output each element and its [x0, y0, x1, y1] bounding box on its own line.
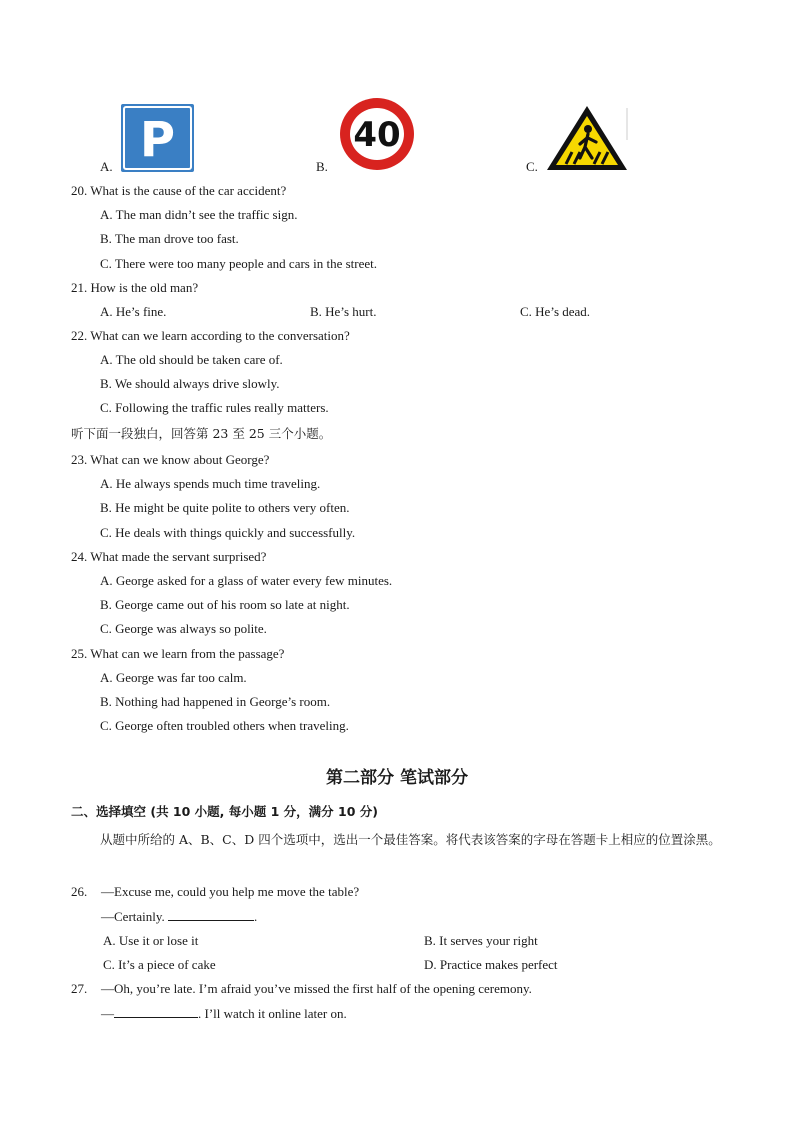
question-26-line-1: —Excuse me, could you help me move the table?	[101, 884, 360, 899]
question-number: 22.	[71, 328, 88, 343]
question-20-option-b: B. The man drove too fast.	[100, 231, 239, 246]
question-25-option-a: A. George was far too calm.	[100, 670, 247, 685]
sign-option-a-label: A.	[100, 159, 113, 174]
question-27-line-2: — . I’ll watch it online later on.	[101, 1006, 347, 1021]
question-20-option-a: A. The man didn’t see the traffic sign.	[100, 207, 298, 222]
question-21-option-c: C. He’s dead.	[520, 304, 591, 319]
answer-blank	[168, 907, 254, 921]
question-22-option-a: A. The old should be taken care of.	[100, 352, 283, 367]
sign-option-b-label: B.	[316, 159, 328, 174]
speed-limit-number: 40	[353, 115, 401, 155]
question-20-option-c: C. There were too many people and cars in the street.	[100, 256, 377, 271]
question-number: 24.	[71, 549, 88, 564]
answer-blank	[114, 1004, 198, 1018]
speed-limit-sign-icon	[338, 96, 416, 172]
question-21-option-b: B. He’s hurt.	[310, 304, 377, 319]
question-number: 25.	[71, 646, 88, 661]
question-number: 26.	[71, 884, 88, 899]
question-26-line-2: —Certainly. .	[101, 909, 258, 924]
question-22	[71, 327, 350, 345]
question-21	[71, 279, 198, 297]
question-23-option-b: B. He might be quite polite to others very often.	[100, 500, 350, 515]
question-24-option-c: C. George was always so polite.	[100, 621, 267, 636]
monologue-instruction: 听下面一段独白，回答第 23 至 25 三个小题。	[71, 426, 332, 441]
question-21-option-a: A. He’s fine.	[100, 304, 167, 319]
question-25	[71, 645, 284, 663]
question-number: 20.	[71, 183, 88, 198]
question-25-option-c: C. George often troubled others when traveling.	[100, 718, 349, 733]
question-26-option-a: A. Use it or lose it	[103, 933, 199, 948]
question-number: 27.	[71, 981, 88, 996]
question-number: 21.	[71, 280, 88, 295]
question-27	[71, 980, 532, 998]
section-instruction: 从题中所给的 A、B、C、D 四个选项中，选出一个最佳答案。将代表该答案的字母在答题卡上相应的位置涂黑。	[100, 832, 721, 847]
question-23-option-c: C. He deals with things quickly and successfully.	[100, 525, 356, 540]
parking-sign-icon	[121, 104, 194, 172]
question-text: What made the servant surprised?	[90, 549, 267, 564]
question-25-option-b: B. Nothing had happened in George’s room.	[100, 694, 331, 709]
question-26-option-b: B. It serves your right	[424, 933, 538, 948]
question-text: What is the cause of the car accident?	[90, 183, 287, 198]
parking-sign-letter: P	[139, 112, 176, 168]
sign-option-c-label: C.	[526, 159, 538, 174]
question-22-option-b: B. We should always drive slowly.	[100, 376, 280, 391]
question-24-option-b: B. George came out of his room so late at night.	[100, 597, 350, 612]
pedestrian-crossing-warning-icon	[544, 102, 630, 174]
question-text: What can we know about George?	[90, 452, 270, 467]
question-26-option-d: D. Practice makes perfect	[424, 957, 558, 972]
question-text: What can we learn from the passage?	[90, 646, 285, 661]
question-24	[71, 548, 266, 566]
question-text: How is the old man?	[90, 280, 199, 295]
part-heading: 第二部分 笔试部分	[326, 768, 468, 788]
question-number: 23.	[71, 452, 88, 467]
question-27-line-1: —Oh, you’re late. I’m afraid you’ve missed the first half of the opening ceremony.	[101, 981, 532, 996]
question-23-option-a: A. He always spends much time traveling.	[100, 476, 321, 491]
question-26-option-c: C. It’s a piece of cake	[103, 957, 216, 972]
question-26	[71, 883, 359, 901]
section-title: 二、选择填空 (共 10 小题, 每小题 1 分，满分 10 分)	[71, 804, 378, 819]
question-text: What can we learn according to the conversation?	[90, 328, 350, 343]
question-23	[71, 451, 269, 469]
question-20	[71, 182, 286, 200]
question-24-option-a: A. George asked for a glass of water every few minutes.	[100, 573, 393, 588]
question-22-option-c: C. Following the traffic rules really matters.	[100, 400, 329, 415]
